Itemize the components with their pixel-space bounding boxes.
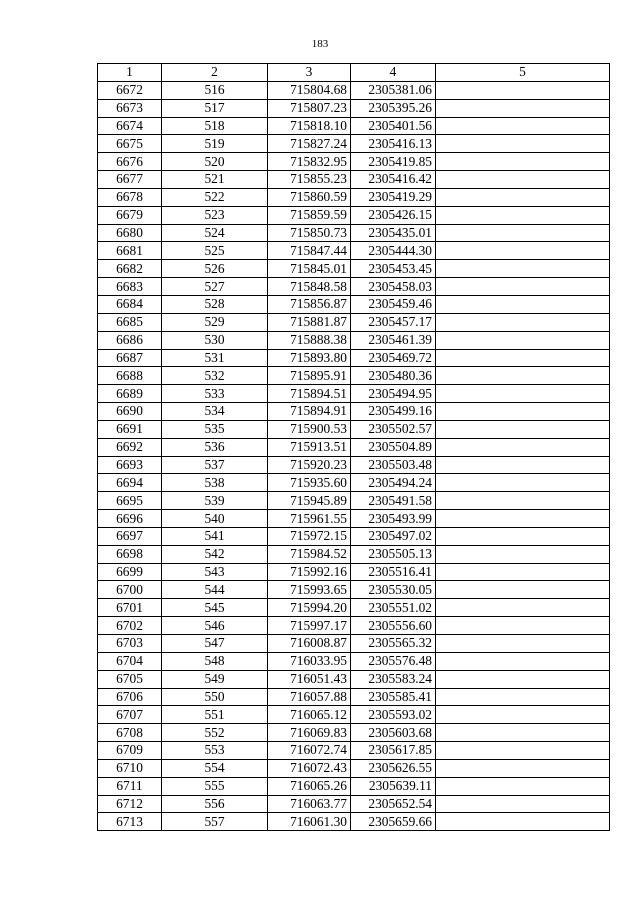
point-number-cell: 6698 <box>98 545 162 563</box>
y-coordinate-cell: 2305381.06 <box>351 81 436 99</box>
point-number-cell: 6696 <box>98 510 162 528</box>
vertex-number-cell: 553 <box>162 742 268 760</box>
note-cell <box>436 367 610 385</box>
note-cell <box>436 403 610 421</box>
column-header: 1 <box>98 64 162 82</box>
column-header: 4 <box>351 64 436 82</box>
table-row <box>98 581 610 599</box>
point-number-cell: 6708 <box>98 724 162 742</box>
point-number-cell: 6684 <box>98 295 162 313</box>
vertex-number-cell: 520 <box>162 153 268 171</box>
note-cell <box>436 117 610 135</box>
x-coordinate-cell: 715945.89 <box>268 492 351 510</box>
x-coordinate-cell: 716072.43 <box>268 759 351 777</box>
note-cell <box>436 635 610 653</box>
vertex-number-cell: 534 <box>162 403 268 421</box>
table-row <box>98 367 610 385</box>
y-coordinate-cell: 2305626.55 <box>351 759 436 777</box>
point-number-cell: 6686 <box>98 331 162 349</box>
vertex-number-cell: 548 <box>162 652 268 670</box>
table-row <box>98 224 610 242</box>
vertex-number-cell: 535 <box>162 420 268 438</box>
x-coordinate-cell: 715856.87 <box>268 295 351 313</box>
table-row <box>98 759 610 777</box>
y-coordinate-cell: 2305585.41 <box>351 688 436 706</box>
x-coordinate-cell: 715900.53 <box>268 420 351 438</box>
vertex-number-cell: 554 <box>162 759 268 777</box>
y-coordinate-cell: 2305491.58 <box>351 492 436 510</box>
point-number-cell: 6710 <box>98 759 162 777</box>
x-coordinate-cell: 715895.91 <box>268 367 351 385</box>
vertex-number-cell: 542 <box>162 545 268 563</box>
x-coordinate-cell: 715832.95 <box>268 153 351 171</box>
x-coordinate-cell: 715807.23 <box>268 99 351 117</box>
point-number-cell: 6694 <box>98 474 162 492</box>
y-coordinate-cell: 2305469.72 <box>351 349 436 367</box>
x-coordinate-cell: 715881.87 <box>268 313 351 331</box>
y-coordinate-cell: 2305494.24 <box>351 474 436 492</box>
x-coordinate-cell: 715850.73 <box>268 224 351 242</box>
table-row <box>98 510 610 528</box>
point-number-cell: 6677 <box>98 171 162 189</box>
table-row <box>98 670 610 688</box>
point-number-cell: 6688 <box>98 367 162 385</box>
note-cell <box>436 652 610 670</box>
vertex-number-cell: 552 <box>162 724 268 742</box>
table-row <box>98 438 610 456</box>
x-coordinate-cell: 715984.52 <box>268 545 351 563</box>
table-row <box>98 474 610 492</box>
table-row <box>98 313 610 331</box>
vertex-number-cell: 529 <box>162 313 268 331</box>
point-number-cell: 6707 <box>98 706 162 724</box>
x-coordinate-cell: 716072.74 <box>268 742 351 760</box>
vertex-number-cell: 557 <box>162 813 268 831</box>
y-coordinate-cell: 2305659.66 <box>351 813 436 831</box>
point-number-cell: 6674 <box>98 117 162 135</box>
vertex-number-cell: 533 <box>162 385 268 403</box>
point-number-cell: 6705 <box>98 670 162 688</box>
table-row <box>98 278 610 296</box>
x-coordinate-cell: 715992.16 <box>268 563 351 581</box>
point-number-cell: 6713 <box>98 813 162 831</box>
note-cell <box>436 581 610 599</box>
table-row <box>98 527 610 545</box>
point-number-cell: 6692 <box>98 438 162 456</box>
point-number-cell: 6682 <box>98 260 162 278</box>
y-coordinate-cell: 2305426.15 <box>351 206 436 224</box>
point-number-cell: 6695 <box>98 492 162 510</box>
table-row <box>98 403 610 421</box>
x-coordinate-cell: 715818.10 <box>268 117 351 135</box>
y-coordinate-cell: 2305530.05 <box>351 581 436 599</box>
table-row <box>98 260 610 278</box>
table-row <box>98 385 610 403</box>
y-coordinate-cell: 2305416.42 <box>351 171 436 189</box>
y-coordinate-cell: 2305583.24 <box>351 670 436 688</box>
point-number-cell: 6676 <box>98 153 162 171</box>
y-coordinate-cell: 2305497.02 <box>351 527 436 545</box>
vertex-number-cell: 517 <box>162 99 268 117</box>
vertex-number-cell: 537 <box>162 456 268 474</box>
note-cell <box>436 706 610 724</box>
y-coordinate-cell: 2305502.57 <box>351 420 436 438</box>
vertex-number-cell: 531 <box>162 349 268 367</box>
table-row <box>98 99 610 117</box>
x-coordinate-cell: 716033.95 <box>268 652 351 670</box>
table-row <box>98 81 610 99</box>
point-number-cell: 6679 <box>98 206 162 224</box>
point-number-cell: 6706 <box>98 688 162 706</box>
x-coordinate-cell: 716008.87 <box>268 635 351 653</box>
x-coordinate-cell: 715894.91 <box>268 403 351 421</box>
table-row <box>98 349 610 367</box>
table-row <box>98 545 610 563</box>
point-number-cell: 6712 <box>98 795 162 813</box>
point-number-cell: 6675 <box>98 135 162 153</box>
y-coordinate-cell: 2305576.48 <box>351 652 436 670</box>
note-cell <box>436 670 610 688</box>
table-row <box>98 813 610 831</box>
point-number-cell: 6697 <box>98 527 162 545</box>
point-number-cell: 6673 <box>98 99 162 117</box>
vertex-number-cell: 547 <box>162 635 268 653</box>
y-coordinate-cell: 2305480.36 <box>351 367 436 385</box>
y-coordinate-cell: 2305444.30 <box>351 242 436 260</box>
column-header: 3 <box>268 64 351 82</box>
x-coordinate-cell: 716063.77 <box>268 795 351 813</box>
table-row <box>98 563 610 581</box>
note-cell <box>436 599 610 617</box>
note-cell <box>436 295 610 313</box>
x-coordinate-cell: 715894.51 <box>268 385 351 403</box>
table-row <box>98 331 610 349</box>
note-cell <box>436 331 610 349</box>
page-number: 183 <box>311 38 329 50</box>
note-cell <box>436 420 610 438</box>
y-coordinate-cell: 2305556.60 <box>351 617 436 635</box>
note-cell <box>436 206 610 224</box>
vertex-number-cell: 539 <box>162 492 268 510</box>
x-coordinate-cell: 715859.59 <box>268 206 351 224</box>
vertex-number-cell: 536 <box>162 438 268 456</box>
table-row <box>98 492 610 510</box>
note-cell <box>436 795 610 813</box>
point-number-cell: 6683 <box>98 278 162 296</box>
vertex-number-cell: 550 <box>162 688 268 706</box>
point-number-cell: 6687 <box>98 349 162 367</box>
x-coordinate-cell: 715920.23 <box>268 456 351 474</box>
y-coordinate-cell: 2305435.01 <box>351 224 436 242</box>
coordinates-table <box>97 63 610 831</box>
y-coordinate-cell: 2305494.95 <box>351 385 436 403</box>
y-coordinate-cell: 2305401.56 <box>351 117 436 135</box>
x-coordinate-cell: 716065.26 <box>268 777 351 795</box>
note-cell <box>436 474 610 492</box>
table-row <box>98 206 610 224</box>
x-coordinate-cell: 715935.60 <box>268 474 351 492</box>
x-coordinate-cell: 715913.51 <box>268 438 351 456</box>
vertex-number-cell: 549 <box>162 670 268 688</box>
point-number-cell: 6685 <box>98 313 162 331</box>
y-coordinate-cell: 2305416.13 <box>351 135 436 153</box>
note-cell <box>436 813 610 831</box>
x-coordinate-cell: 715855.23 <box>268 171 351 189</box>
x-coordinate-cell: 715860.59 <box>268 188 351 206</box>
note-cell <box>436 224 610 242</box>
table-row <box>98 652 610 670</box>
x-coordinate-cell: 715848.58 <box>268 278 351 296</box>
note-cell <box>436 242 610 260</box>
point-number-cell: 6691 <box>98 420 162 438</box>
x-coordinate-cell: 715961.55 <box>268 510 351 528</box>
note-cell <box>436 617 610 635</box>
x-coordinate-cell: 716065.12 <box>268 706 351 724</box>
vertex-number-cell: 522 <box>162 188 268 206</box>
point-number-cell: 6703 <box>98 635 162 653</box>
vertex-number-cell: 541 <box>162 527 268 545</box>
x-coordinate-cell: 715845.01 <box>268 260 351 278</box>
vertex-number-cell: 556 <box>162 795 268 813</box>
point-number-cell: 6689 <box>98 385 162 403</box>
x-coordinate-cell: 715997.17 <box>268 617 351 635</box>
note-cell <box>436 99 610 117</box>
y-coordinate-cell: 2305457.17 <box>351 313 436 331</box>
column-header: 5 <box>436 64 610 82</box>
table-row <box>98 242 610 260</box>
y-coordinate-cell: 2305551.02 <box>351 599 436 617</box>
y-coordinate-cell: 2305461.39 <box>351 331 436 349</box>
point-number-cell: 6700 <box>98 581 162 599</box>
x-coordinate-cell: 715994.20 <box>268 599 351 617</box>
x-coordinate-cell: 715804.68 <box>268 81 351 99</box>
note-cell <box>436 545 610 563</box>
point-number-cell: 6693 <box>98 456 162 474</box>
note-cell <box>436 385 610 403</box>
vertex-number-cell: 540 <box>162 510 268 528</box>
note-cell <box>436 742 610 760</box>
table-row <box>98 117 610 135</box>
table-row <box>98 688 610 706</box>
vertex-number-cell: 518 <box>162 117 268 135</box>
y-coordinate-cell: 2305453.45 <box>351 260 436 278</box>
y-coordinate-cell: 2305516.41 <box>351 563 436 581</box>
vertex-number-cell: 543 <box>162 563 268 581</box>
vertex-number-cell: 524 <box>162 224 268 242</box>
table-header-row <box>98 64 610 82</box>
y-coordinate-cell: 2305639.11 <box>351 777 436 795</box>
note-cell <box>436 688 610 706</box>
y-coordinate-cell: 2305617.85 <box>351 742 436 760</box>
vertex-number-cell: 551 <box>162 706 268 724</box>
table-row <box>98 742 610 760</box>
y-coordinate-cell: 2305493.99 <box>351 510 436 528</box>
note-cell <box>436 724 610 742</box>
y-coordinate-cell: 2305419.85 <box>351 153 436 171</box>
x-coordinate-cell: 715972.15 <box>268 527 351 545</box>
table-row <box>98 617 610 635</box>
point-number-cell: 6680 <box>98 224 162 242</box>
y-coordinate-cell: 2305499.16 <box>351 403 436 421</box>
table-row <box>98 724 610 742</box>
vertex-number-cell: 519 <box>162 135 268 153</box>
note-cell <box>436 135 610 153</box>
x-coordinate-cell: 715993.65 <box>268 581 351 599</box>
y-coordinate-cell: 2305459.46 <box>351 295 436 313</box>
y-coordinate-cell: 2305505.13 <box>351 545 436 563</box>
point-number-cell: 6711 <box>98 777 162 795</box>
note-cell <box>436 492 610 510</box>
table-row <box>98 188 610 206</box>
vertex-number-cell: 516 <box>162 81 268 99</box>
vertex-number-cell: 526 <box>162 260 268 278</box>
x-coordinate-cell: 716057.88 <box>268 688 351 706</box>
note-cell <box>436 81 610 99</box>
vertex-number-cell: 521 <box>162 171 268 189</box>
y-coordinate-cell: 2305395.26 <box>351 99 436 117</box>
y-coordinate-cell: 2305652.54 <box>351 795 436 813</box>
point-number-cell: 6709 <box>98 742 162 760</box>
table-row <box>98 153 610 171</box>
vertex-number-cell: 523 <box>162 206 268 224</box>
point-number-cell: 6690 <box>98 403 162 421</box>
table-row <box>98 706 610 724</box>
point-number-cell: 6704 <box>98 652 162 670</box>
table-row <box>98 171 610 189</box>
table-row <box>98 635 610 653</box>
vertex-number-cell: 544 <box>162 581 268 599</box>
y-coordinate-cell: 2305458.03 <box>351 278 436 296</box>
y-coordinate-cell: 2305504.89 <box>351 438 436 456</box>
x-coordinate-cell: 715893.80 <box>268 349 351 367</box>
table-row <box>98 599 610 617</box>
note-cell <box>436 456 610 474</box>
note-cell <box>436 349 610 367</box>
table-row <box>98 295 610 313</box>
note-cell <box>436 777 610 795</box>
column-header: 2 <box>162 64 268 82</box>
note-cell <box>436 510 610 528</box>
y-coordinate-cell: 2305503.48 <box>351 456 436 474</box>
table-body <box>98 81 610 830</box>
note-cell <box>436 438 610 456</box>
x-coordinate-cell: 716061.30 <box>268 813 351 831</box>
x-coordinate-cell: 715888.38 <box>268 331 351 349</box>
note-cell <box>436 759 610 777</box>
x-coordinate-cell: 716051.43 <box>268 670 351 688</box>
table-row <box>98 795 610 813</box>
note-cell <box>436 260 610 278</box>
x-coordinate-cell: 716069.83 <box>268 724 351 742</box>
note-cell <box>436 188 610 206</box>
vertex-number-cell: 527 <box>162 278 268 296</box>
vertex-number-cell: 538 <box>162 474 268 492</box>
point-number-cell: 6678 <box>98 188 162 206</box>
y-coordinate-cell: 2305565.32 <box>351 635 436 653</box>
table-row <box>98 420 610 438</box>
x-coordinate-cell: 715827.24 <box>268 135 351 153</box>
y-coordinate-cell: 2305419.29 <box>351 188 436 206</box>
vertex-number-cell: 555 <box>162 777 268 795</box>
note-cell <box>436 313 610 331</box>
vertex-number-cell: 532 <box>162 367 268 385</box>
point-number-cell: 6681 <box>98 242 162 260</box>
note-cell <box>436 527 610 545</box>
note-cell <box>436 153 610 171</box>
table-row <box>98 777 610 795</box>
table-row <box>98 135 610 153</box>
vertex-number-cell: 546 <box>162 617 268 635</box>
vertex-number-cell: 545 <box>162 599 268 617</box>
vertex-number-cell: 530 <box>162 331 268 349</box>
note-cell <box>436 171 610 189</box>
point-number-cell: 6702 <box>98 617 162 635</box>
y-coordinate-cell: 2305603.68 <box>351 724 436 742</box>
table-row <box>98 456 610 474</box>
y-coordinate-cell: 2305593.02 <box>351 706 436 724</box>
x-coordinate-cell: 715847.44 <box>268 242 351 260</box>
vertex-number-cell: 525 <box>162 242 268 260</box>
point-number-cell: 6672 <box>98 81 162 99</box>
note-cell <box>436 563 610 581</box>
note-cell <box>436 278 610 296</box>
point-number-cell: 6699 <box>98 563 162 581</box>
point-number-cell: 6701 <box>98 599 162 617</box>
vertex-number-cell: 528 <box>162 295 268 313</box>
